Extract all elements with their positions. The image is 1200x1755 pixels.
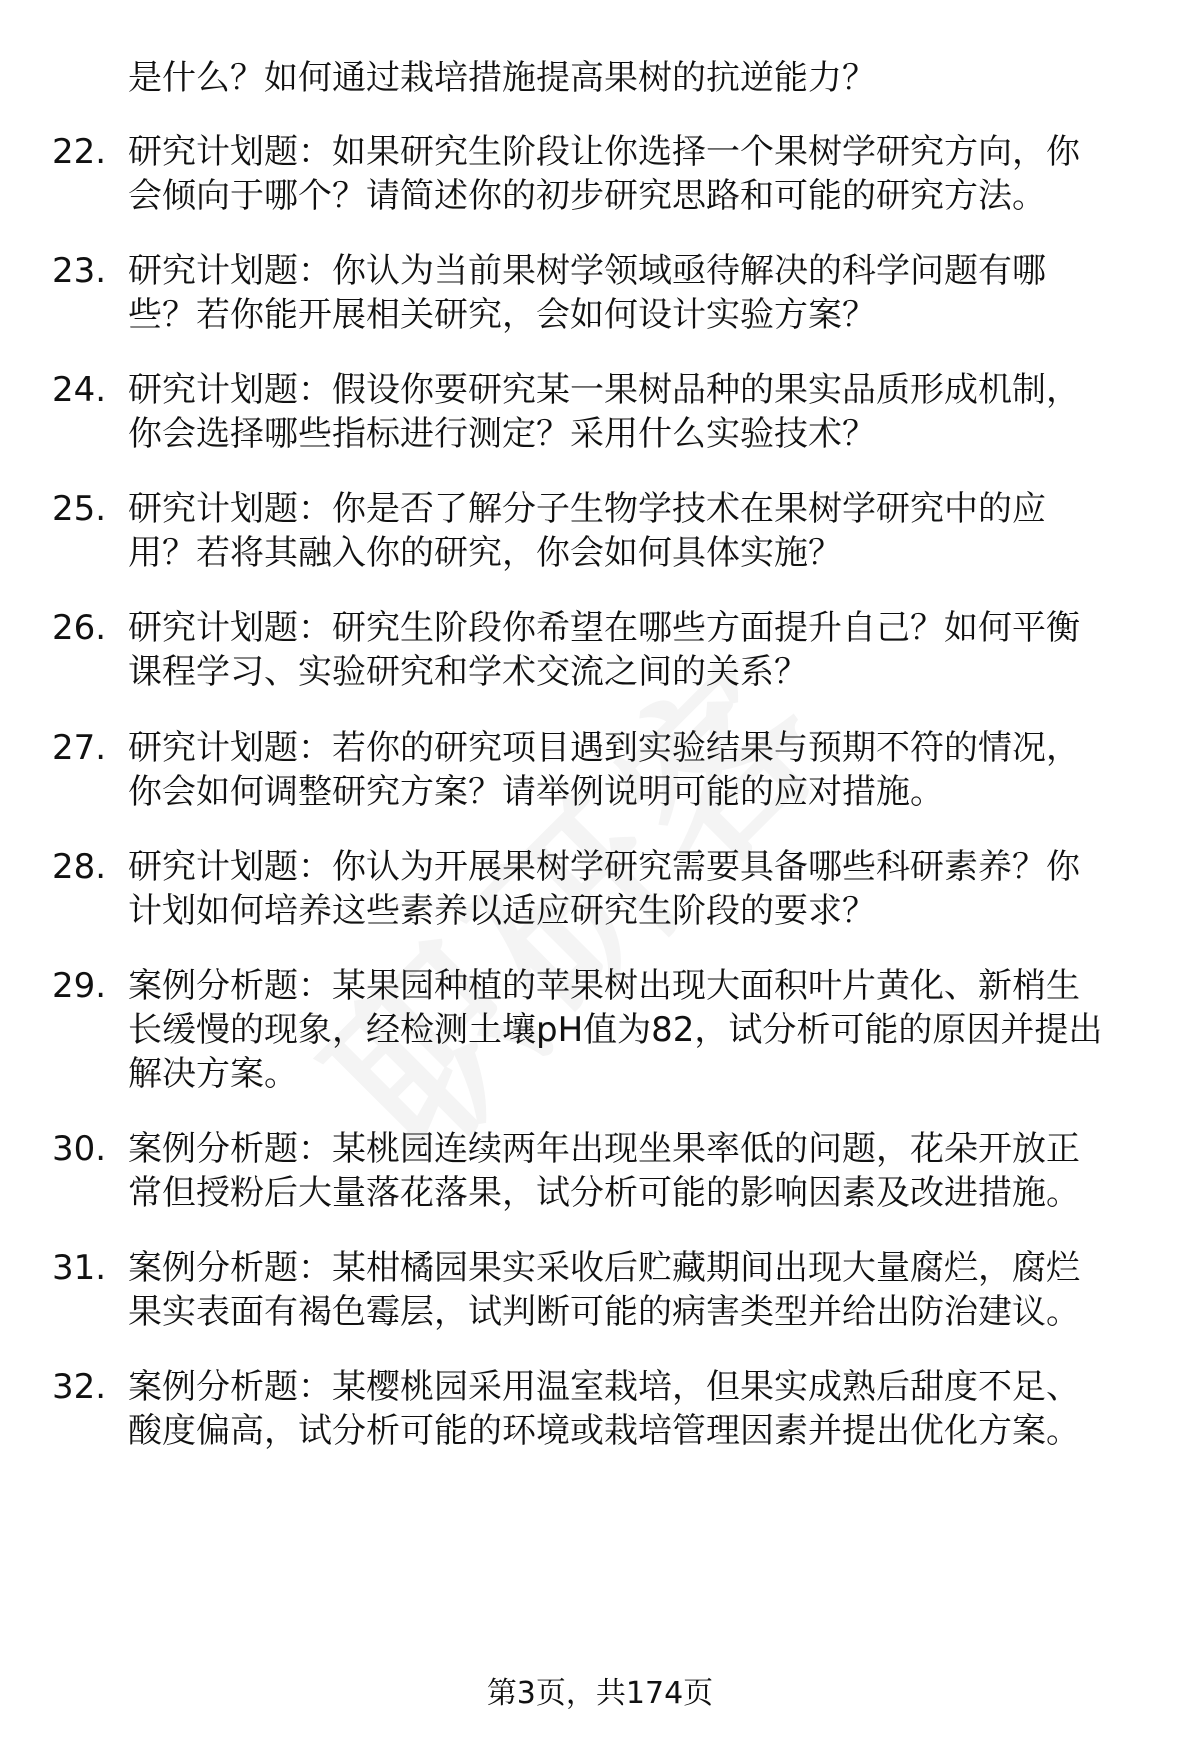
question-number: 27. <box>52 728 107 768</box>
question-text-line: 果实表面有褐色霉层，试判断可能的病害类型并给出防治建议。 <box>128 1292 1080 1332</box>
question-text-line: 些？若你能开展相关研究，会如何设计实验方案？ <box>128 295 876 335</box>
question-number: 30. <box>52 1129 107 1169</box>
question-text-line: 案例分析题：某柑橘园果实采收后贮藏期间出现大量腐烂，腐烂 <box>128 1248 1080 1288</box>
question-number: 29. <box>52 966 107 1006</box>
question-number: 22. <box>52 132 107 172</box>
question-text-line: 酸度偏高，试分析可能的环境或栽培管理因素并提出优化方案。 <box>128 1411 1080 1451</box>
question-text-line: 研究计划题：假设你要研究某一果树品种的果实品质形成机制， <box>128 370 1080 410</box>
continuation-line: 是什么？如何通过栽培措施提高果树的抗逆能力？ <box>128 58 876 98</box>
question-text-line: 研究计划题：你认为当前果树学领域亟待解决的科学问题有哪 <box>128 251 1046 291</box>
question-text-line: 研究计划题：你认为开展果树学研究需要具备哪些科研素养？你 <box>128 847 1080 887</box>
question-text-line: 解决方案。 <box>128 1054 298 1094</box>
question-text-line: 研究计划题：你是否了解分子生物学技术在果树学研究中的应 <box>128 489 1046 529</box>
question-text-line: 用？若将其融入你的研究，你会如何具体实施？ <box>128 533 842 573</box>
question-text-line: 研究计划题：若你的研究项目遇到实验结果与预期不符的情况， <box>128 728 1080 768</box>
question-text-line: 会倾向于哪个？请简述你的初步研究思路和可能的研究方法。 <box>128 176 1046 216</box>
question-number: 28. <box>52 847 107 887</box>
question-number: 26. <box>52 608 107 648</box>
question-text-line: 长缓慢的现象，经检测土壤pH值为82，试分析可能的原因并提出 <box>128 1010 1103 1050</box>
question-number: 24. <box>52 370 107 410</box>
question-number: 31. <box>52 1248 107 1288</box>
question-text-line: 课程学习、实验研究和学术交流之间的关系？ <box>128 652 808 692</box>
question-text-line: 案例分析题：某桃园连续两年出现坐果率低的问题，花朵开放正 <box>128 1129 1080 1169</box>
question-number: 25. <box>52 489 107 529</box>
question-text-line: 研究计划题：研究生阶段你希望在哪些方面提升自己？如何平衡 <box>128 608 1080 648</box>
question-number: 23. <box>52 251 107 291</box>
page-footer: 第3页，共174页 <box>486 1676 714 1711</box>
question-text-line: 常但授粉后大量落花落果，试分析可能的影响因素及改进措施。 <box>128 1173 1080 1213</box>
question-text-line: 研究计划题：如果研究生阶段让你选择一个果树学研究方向，你 <box>128 132 1080 172</box>
question-text-line: 案例分析题：某樱桃园采用温室栽培，但果实成熟后甜度不足、 <box>128 1367 1080 1407</box>
question-text-line: 你会如何调整研究方案？请举例说明可能的应对措施。 <box>128 772 944 812</box>
question-text-line: 案例分析题：某果园种植的苹果树出现大面积叶片黄化、新梢生 <box>128 966 1080 1006</box>
question-text-line: 你会选择哪些指标进行测定？采用什么实验技术？ <box>128 414 876 454</box>
question-text-line: 计划如何培养这些素养以适应研究生阶段的要求？ <box>128 891 876 931</box>
question-number: 32. <box>52 1367 107 1407</box>
